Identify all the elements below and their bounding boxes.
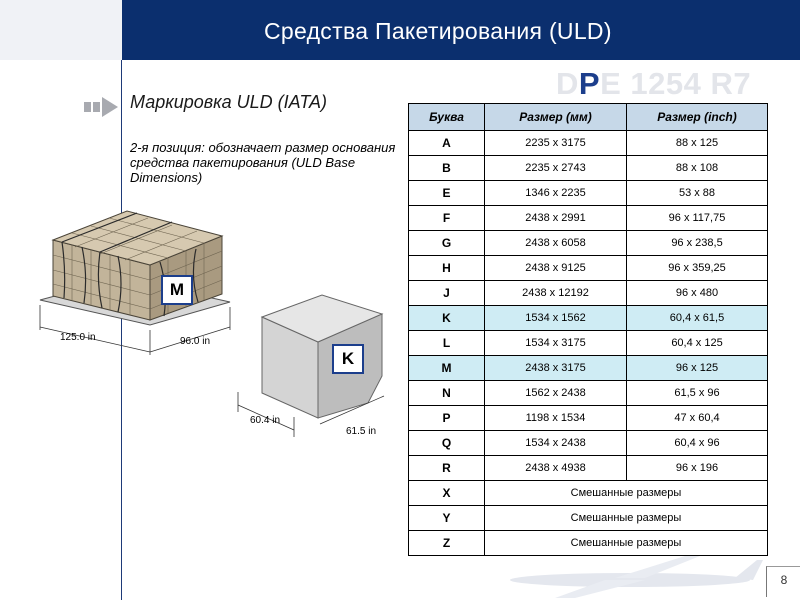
cell-mm: 2438 x 6058 <box>485 231 627 256</box>
cell-letter: G <box>409 231 485 256</box>
description-text: 2-я позиция: обозначает размер основания средства пакетирования (ULD Base Dimensions) <box>130 140 396 185</box>
cell-letter: Z <box>409 531 485 556</box>
uld-dimensions-table <box>408 103 768 556</box>
cell-letter: B <box>409 156 485 181</box>
column-header-mm: Размер (мм) <box>485 104 627 131</box>
cell-inch: 88 x 108 <box>627 156 768 181</box>
column-header-inch: Размер (inch) <box>627 104 768 131</box>
cell-letter: R <box>409 456 485 481</box>
cell-mm: 1534 x 1562 <box>485 306 627 331</box>
cell-inch: 88 x 125 <box>627 131 768 156</box>
cell-letter: X <box>409 481 485 506</box>
cell-inch: 96 x 359,25 <box>627 256 768 281</box>
cell-inch: 96 x 238,5 <box>627 231 768 256</box>
cell-mixed: Смешанные размеры <box>485 506 768 531</box>
cell-letter: N <box>409 381 485 406</box>
table-row <box>409 331 768 356</box>
cell-letter: L <box>409 331 485 356</box>
cell-mm: 2438 x 4938 <box>485 456 627 481</box>
cell-mm: 2235 x 2743 <box>485 156 627 181</box>
table-row <box>409 231 768 256</box>
container-length-label: 61.5 in <box>346 426 377 437</box>
container-width-label: 60.4 in <box>250 415 281 426</box>
pallet-label: M <box>169 280 185 299</box>
cell-letter: Y <box>409 506 485 531</box>
cell-inch: 60,4 x 96 <box>627 431 768 456</box>
cell-inch: 96 x 117,75 <box>627 206 768 231</box>
cell-inch: 96 x 125 <box>627 356 768 381</box>
pallet-length-label: 125.0 in <box>60 332 96 343</box>
table-row-highlighted <box>409 356 768 381</box>
section-subtitle: Маркировка ULD (IATA) <box>130 92 327 112</box>
cell-mm: 2438 x 2991 <box>485 206 627 231</box>
table-row <box>409 456 768 481</box>
watermark: DPE 1254 R7 <box>556 66 752 101</box>
cell-inch: 47 x 60,4 <box>627 406 768 431</box>
cell-inch: 53 x 88 <box>627 181 768 206</box>
cell-letter: K <box>409 306 485 331</box>
table-header-row <box>409 104 768 131</box>
page-number: 8 <box>766 566 800 597</box>
cell-inch: 60,4 x 61,5 <box>627 306 768 331</box>
cell-mm: 2438 x 12192 <box>485 281 627 306</box>
container-label: K <box>341 349 355 368</box>
table-row <box>409 181 768 206</box>
cell-letter: F <box>409 206 485 231</box>
cell-mm: 1346 x 2235 <box>485 181 627 206</box>
cell-mm: 1562 x 2438 <box>485 381 627 406</box>
cell-letter: H <box>409 256 485 281</box>
cell-mm: 2438 x 3175 <box>485 356 627 381</box>
cell-mm: 1198 x 1534 <box>485 406 627 431</box>
aircraft-icon <box>495 552 765 600</box>
table-row <box>409 431 768 456</box>
cell-letter: P <box>409 406 485 431</box>
cell-letter: E <box>409 181 485 206</box>
table-row <box>409 381 768 406</box>
cell-letter: Q <box>409 431 485 456</box>
cell-mixed: Смешанные размеры <box>485 481 768 506</box>
pallet-width-label: 96.0 in <box>180 336 211 347</box>
table-row <box>409 156 768 181</box>
table-row <box>409 256 768 281</box>
table-row <box>409 281 768 306</box>
cell-letter: M <box>409 356 485 381</box>
cell-mm: 1534 x 3175 <box>485 331 627 356</box>
cell-inch: 61,5 x 96 <box>627 381 768 406</box>
page-title: Средства Пакетирования (ULD) <box>264 18 612 44</box>
cell-mixed: Смешанные размеры <box>485 531 768 556</box>
table-row <box>409 131 768 156</box>
cell-inch: 60,4 x 125 <box>627 331 768 356</box>
table-row <box>409 406 768 431</box>
table-row <box>409 506 768 531</box>
cell-letter: A <box>409 131 485 156</box>
cell-mm: 1534 x 2438 <box>485 431 627 456</box>
table-row <box>409 481 768 506</box>
column-header-letter: Буква <box>409 104 485 131</box>
cell-inch: 96 x 480 <box>627 281 768 306</box>
table-row <box>409 206 768 231</box>
cell-letter: J <box>409 281 485 306</box>
cell-mm: 2235 x 3175 <box>485 131 627 156</box>
table-row-highlighted <box>409 306 768 331</box>
cell-inch: 96 x 196 <box>627 456 768 481</box>
cell-mm: 2438 x 9125 <box>485 256 627 281</box>
